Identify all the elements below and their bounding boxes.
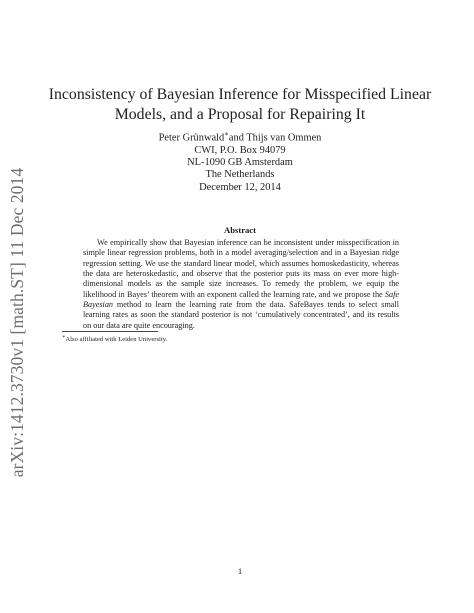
paper-title-line-2: Models, and a Proposal for Repairing It [114, 106, 366, 123]
arxiv-identifier-stamp [7, 152, 29, 492]
author-connector: and Thijs van Ommen [228, 132, 322, 144]
author-1-footnote-mark: ∗ [224, 130, 229, 138]
affiliation-line-3: The Netherlands [205, 169, 275, 181]
footnote-text: Also affiliated with Leiden University. [65, 336, 168, 344]
author-names [40, 128, 440, 145]
author-block [40, 128, 440, 182]
affiliation-line-1: CWI, P.O. Box 94079 [194, 144, 286, 156]
abstract-heading: Abstract [224, 225, 256, 235]
page-number: 1 [237, 566, 243, 576]
author-1-name: Peter Grünwald [158, 132, 225, 144]
abstract-text-part-1: We empirically show that Bayesian inference can be inconsistent under misspecification in simple linear regression problems, both in a model averaging/selection and in a Bayesian ridge regression setting. We use the standard linear model, which assumes homoskedasticity, whereas the data are heteroskedastic, and observe that the posterior puts its mass on ever more high-dimensional models as the sample size increases. To remedy the problem, we equip the likelihood in Bayes’ theorem with an exponent called the learning rate, and we propose the [83, 238, 399, 299]
footnote-divider [62, 331, 158, 332]
paper-title-line-1: Inconsistency of Bayesian Inference for Misspecified Linear [48, 86, 432, 103]
abstract-emphasis-safe-bayesian: Safe Bayesian [83, 289, 399, 310]
paper-title [40, 85, 440, 125]
affiliation-line-2: NL-1090 GB Amsterdam [187, 157, 293, 169]
footnote-mark: ∗ [62, 335, 66, 340]
arxiv-identifier-text: arXiv:1412.3730v1 [math.ST] 11 Dec 2014 [7, 167, 28, 477]
abstract-body [83, 238, 399, 331]
footnote [62, 334, 402, 344]
abstract-text-part-2: method to learn the learning rate from the data. SafeBayes tends to select small learning rates as soon the standard posterior is not ‘cumulatively concentrated’, and its results on our data are quite encouraging. [83, 300, 399, 330]
paper-date: December 12, 2014 [199, 182, 281, 193]
